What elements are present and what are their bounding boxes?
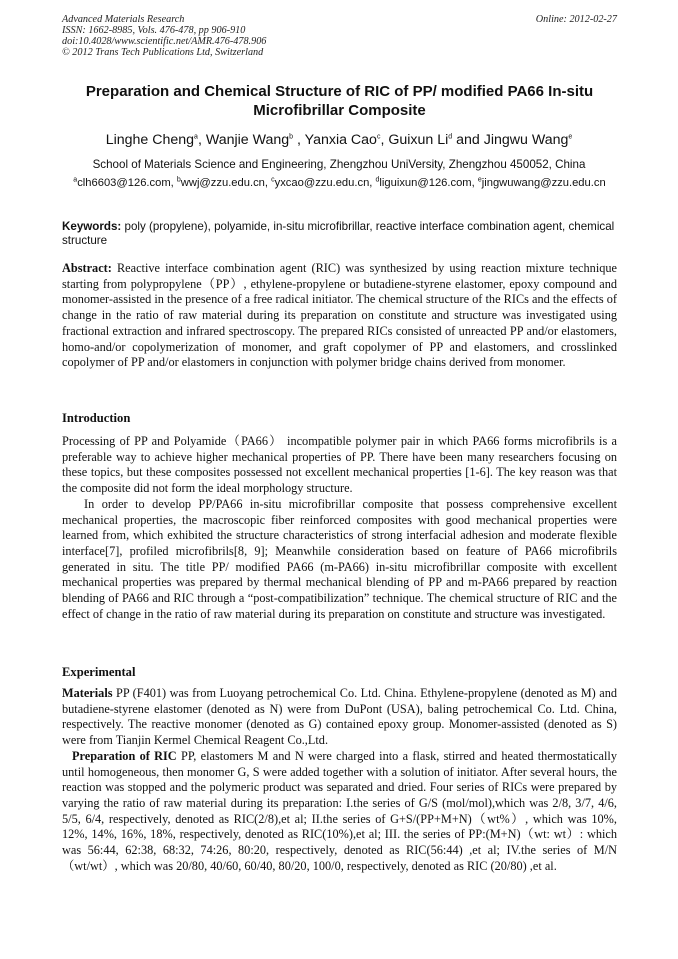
email-address[interactable]: wwj@zzu.edu.cn, — [180, 177, 272, 189]
author-separator: and — [452, 132, 484, 148]
abstract-text: Reactive interface combination agent (RIC) was synthesized by using reaction mixture technique starting from polypropylene（PP）, ethylene-propylene or butadiene-styrene elastomer, epoxy compound and monomer-assisted in the presence of a free radical initiator. The chemical structure of the RICs and the effects of change in the ratio of raw material during its preparation on constitute and structure was investigated using fractional extraction and infrared spectroscopy. The prepared RICs consisted of unreacted PP and/or elastomers, homo-and/or copolymerization of monomer, and graft copolymer of PP and elastomers, and crosslinked copolymer of PP and/or elastomers in conjunction with polymer bridge chains derived from monomer. — [62, 261, 617, 370]
email-mark: c — [271, 176, 275, 184]
author-mark: a — [194, 133, 198, 141]
introduction-body — [62, 434, 617, 622]
doi-line: doi:10.4028/www.scientific.net/AMR.476-478.906 — [62, 36, 267, 47]
author-mark: b — [289, 133, 294, 141]
author — [484, 132, 573, 148]
author-name: Wanjie Wang — [205, 132, 290, 148]
journal-header — [62, 14, 617, 58]
author-name: Guixun Li — [388, 132, 449, 148]
author-separator: , — [380, 132, 389, 148]
materials-text: PP (F401) was from Luoyang petrochemical Co. Ltd. China. Ethylene-propylene (denoted as M) and butadiene-styrene elastomer (denoted as N) were from DuPont (USA), baling petrochemical Co. Ltd. China, respectively. The reactive monomer (denoted as G) contained epoxy group. Monomer-assisted (denoted as S) were from Tianjin Kermel Chemical Reagent Co.,Ltd. — [62, 686, 617, 748]
experimental-body — [62, 686, 617, 874]
email-list — [62, 176, 617, 191]
introduction-heading: Introduction — [62, 411, 131, 425]
journal-name: Advanced Materials Research — [62, 14, 185, 25]
email-mark: d — [375, 176, 380, 184]
author — [388, 132, 483, 148]
author-name: Linghe Cheng — [105, 132, 195, 148]
author-list — [30, 131, 648, 149]
author-mark: e — [568, 133, 573, 141]
preparation-label: Preparation of RIC — [72, 748, 177, 763]
author-name: Yanxia Cao — [304, 132, 377, 148]
intro-paragraph-2: In order to develop PP/PA66 in-situ microfibrillar composite that possess comprehensive excellent mechanical properties, the macroscopic fiber reinforced composites with good mechanical properties were learned from, which exhibited the structure characteristics of strong interfacial adhesion and moderate flexible interface[7], profiled microfibrils[8, 9]; Meanwhile consideration based on feature of PA66 microfibrils generated in situ. The title PP/ modified PA66 (m-PA66) in-situ microfibrillar composite with excellent mechanical properties was prepared by thermal mechanical blending of PP and m-PA66 prepared by reaction blending of PA66 and RIC through a “post-compatibilization” technique. The chemical structure of RIC and the effect of change in the ratio of raw material during its preparation on constitute and structure was investigated. — [62, 496, 617, 621]
preparation-paragraph — [62, 749, 617, 875]
email-mark: a — [73, 176, 78, 184]
email-mark: e — [477, 176, 482, 184]
intro-paragraph-1: Processing of PP and Polyamide（PA66） incompatible polymer pair in which PA66 forms microfibrils is a preferable way to achieve higher mechanical properties of PP. There have been many researchers focusing on these topics, but these composites possessed not excellent mechanical properties [1-6]. The key reason was that the composite did not form the ideal morphology structure. — [62, 434, 617, 496]
author — [305, 132, 389, 148]
email-address[interactable]: liguixun@126.com, — [379, 177, 478, 189]
paper-title: Preparation and Chemical Structure of RIC of PP/ modified PA66 In-situ Microfibrillar Composite — [85, 83, 594, 119]
author — [106, 132, 206, 148]
email-address[interactable]: yxcao@zzu.edu.cn, — [274, 177, 376, 189]
email-address[interactable]: jingwuwang@zzu.edu.cn — [481, 177, 606, 189]
keywords-label: Keywords: — [62, 220, 122, 233]
keywords-text: poly (propylene), polyamide, in-situ microfibrillar, reactive interface combination agent, chemical structure — [62, 220, 615, 247]
affiliation: School of Materials Science and Engineering, Zhengzhou UniVersity, Zhengzhou 450052, China — [92, 158, 586, 171]
keywords — [62, 220, 617, 248]
author-separator: , — [293, 132, 305, 148]
email-address[interactable]: clh6603@126.com, — [77, 177, 177, 189]
author-separator: , — [197, 132, 206, 148]
materials-paragraph — [62, 686, 617, 749]
abstract — [62, 261, 617, 371]
author-mark: d — [448, 133, 453, 141]
author — [206, 132, 305, 148]
author-mark: c — [376, 133, 381, 141]
copyright-line: © 2012 Trans Tech Publications Ltd, Switzerland — [62, 47, 264, 58]
issn-line: ISSN: 1662-8985, Vols. 476-478, pp 906-910 — [62, 25, 246, 36]
materials-label: Materials — [62, 686, 113, 700]
email-mark: b — [176, 176, 181, 184]
online-date: Online: 2012-02-27 — [535, 14, 617, 25]
experimental-heading: Experimental — [62, 665, 136, 679]
preparation-text: PP, elastomers M and N were charged into a flask, stirred and heated thermostatically until homogeneous, then monomer G, S were added together with a solution of initiator. After several hours, the reaction was stopped and the polymeric product was separated and dried. Four series of RICs were prepared by varying the ratio of raw material during its preparation: I.the series of G/S (mol/mol),which was 2/8, 3/7, 4/6, 5/5, 6/4, respectively, denoted as RIC(2/8),et al; II.the series of G+S/(PP+M+N)（wt%）, which was 10%, 12%, 14%, 16%, 18%, respectively, denoted as RIC(10%),et al; III. the series of PP:(M+N)（wt: wt）: which was 56:44, 62:38, 68:32, 74:26, 80:20, respectively, denoted as RIC(56:44) ,et al; IV.the series of M/N（wt/wt）, which was 20/80, 40/60, 60/40, 80/20, 100/0, respectively, denoted as RIC (20/80) ,et al. — [62, 748, 617, 873]
author-name: Jingwu Wang — [483, 132, 569, 148]
abstract-label: Abstract: — [62, 261, 112, 275]
